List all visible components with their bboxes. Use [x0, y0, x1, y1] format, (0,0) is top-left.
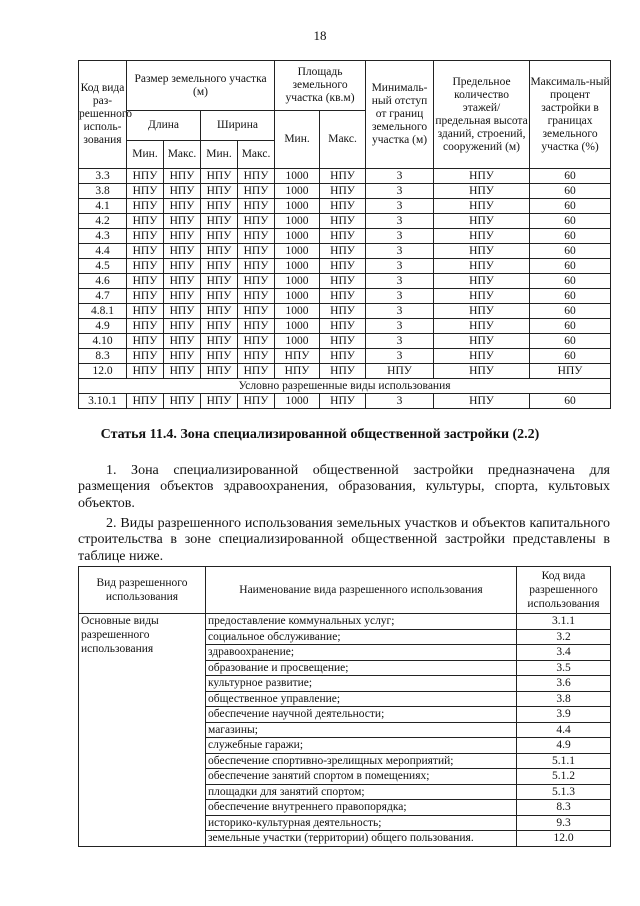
- table-cell: 1000: [275, 274, 320, 289]
- use-code: 3.4: [517, 645, 611, 661]
- table-cell: НПУ: [238, 199, 275, 214]
- table-cell: НПУ: [201, 394, 238, 409]
- table-cell: 60: [530, 394, 611, 409]
- table-row: [79, 184, 611, 199]
- zoning-parameters-table: [78, 60, 611, 409]
- use-code: 3.1.1: [517, 614, 611, 630]
- table-row: [79, 229, 611, 244]
- table-cell: НПУ: [127, 334, 164, 349]
- table-cell: НПУ: [201, 274, 238, 289]
- article-title: Статья 11.4. Зона специализированной общественной застройки (2.2): [100, 427, 540, 442]
- header-area-min: Мин.: [275, 111, 320, 169]
- header-plot-size: Размер земельного участка (м): [127, 61, 275, 111]
- paragraph-2-text: 2. Виды разрешенного использования земельных участков и объектов капитального строительства в зоне специализированной общественной застройки представлены в таблице ниже.: [78, 516, 610, 564]
- table-row: [79, 334, 611, 349]
- table-cell: НПУ: [366, 364, 434, 379]
- table-cell: 4.6: [79, 274, 127, 289]
- use-name: предоставление коммунальных услуг;: [206, 614, 517, 630]
- header-length-max: Макс.: [164, 141, 201, 169]
- table-cell: НПУ: [164, 199, 201, 214]
- table-cell: НПУ: [434, 169, 530, 184]
- table-cell: НПУ: [434, 244, 530, 259]
- table-cell: 3: [366, 214, 434, 229]
- table-cell: НПУ: [201, 244, 238, 259]
- table-cell: НПУ: [434, 259, 530, 274]
- table-cell: НПУ: [127, 304, 164, 319]
- use-code: 5.1.3: [517, 784, 611, 800]
- table-cell: 60: [530, 199, 611, 214]
- table-cell: 1000: [275, 259, 320, 274]
- table-cell: НПУ: [201, 199, 238, 214]
- table-cell: НПУ: [164, 364, 201, 379]
- header-setback: Минималь-ный отступ от границ земельного участка (м): [366, 61, 434, 169]
- table-cell: 3: [366, 229, 434, 244]
- table-cell: НПУ: [320, 169, 366, 184]
- use-code: 12.0: [517, 831, 611, 847]
- table-row: [79, 349, 611, 364]
- table-cell: НПУ: [434, 334, 530, 349]
- use-code: 3.5: [517, 660, 611, 676]
- table-cell: НПУ: [127, 259, 164, 274]
- paragraph-2: [78, 516, 610, 565]
- header-floors: Предельное количество этажей/ предельная высота зданий, строений, сооружений (м): [434, 61, 530, 169]
- table-cell: НПУ: [238, 349, 275, 364]
- table-cell: 1000: [275, 304, 320, 319]
- table-cell: НПУ: [127, 229, 164, 244]
- table-cell: НПУ: [127, 244, 164, 259]
- use-name: обеспечение занятий спортом в помещениях;: [206, 769, 517, 785]
- table-cell: 1000: [275, 214, 320, 229]
- table-cell: НПУ: [320, 394, 366, 409]
- table-cell: НПУ: [238, 364, 275, 379]
- table-cell: НПУ: [164, 394, 201, 409]
- table-cell: НПУ: [238, 214, 275, 229]
- table-cell: 60: [530, 214, 611, 229]
- use-name: служебные гаражи;: [206, 738, 517, 754]
- table-row: [79, 304, 611, 319]
- table-cell: НПУ: [201, 349, 238, 364]
- table-cell: 1000: [275, 334, 320, 349]
- table-row: [79, 199, 611, 214]
- table-cell: НПУ: [434, 289, 530, 304]
- table-cell: 3.3: [79, 169, 127, 184]
- table-cell: 4.1: [79, 199, 127, 214]
- table-cell: НПУ: [127, 349, 164, 364]
- table-cell: НПУ: [164, 259, 201, 274]
- table-cell: 1000: [275, 289, 320, 304]
- table-cell: НПУ: [275, 364, 320, 379]
- paragraph-1-text: 1. Зона специализированной общественной застройки предназначена для размещения объектов здравоохранения, образования, культуры, спорта, культовых объектов.: [78, 463, 610, 511]
- table-cell: НПУ: [127, 394, 164, 409]
- table-cell: НПУ: [320, 289, 366, 304]
- use-name: общественное управление;: [206, 691, 517, 707]
- table-cell: 3: [366, 184, 434, 199]
- header-code: Код вида раз-решенного исполь-зования: [79, 61, 127, 169]
- table-cell: 4.7: [79, 289, 127, 304]
- conditional-uses-label: Условно разрешенные виды использования: [79, 379, 611, 394]
- table-cell: НПУ: [434, 364, 530, 379]
- table-cell: НПУ: [201, 259, 238, 274]
- table-cell: НПУ: [320, 259, 366, 274]
- table-cell: НПУ: [127, 199, 164, 214]
- header-area: Площадь земельного участка (кв.м): [275, 61, 366, 111]
- table-cell: 60: [530, 274, 611, 289]
- table-cell: 1000: [275, 184, 320, 199]
- header-length-min: Мин.: [127, 141, 164, 169]
- page-number: 18: [313, 28, 327, 43]
- table-cell: 1000: [275, 229, 320, 244]
- table-cell: НПУ: [320, 349, 366, 364]
- table-cell: НПУ: [201, 364, 238, 379]
- table-cell: НПУ: [434, 199, 530, 214]
- table-row: [79, 169, 611, 184]
- use-name: образование и просвещение;: [206, 660, 517, 676]
- table-cell: 60: [530, 229, 611, 244]
- table-cell: НПУ: [164, 349, 201, 364]
- use-row: [79, 614, 611, 630]
- table-cell: НПУ: [320, 319, 366, 334]
- table-row: [79, 244, 611, 259]
- table-cell: 3.8: [79, 184, 127, 199]
- table-row: [79, 214, 611, 229]
- table-cell: 3: [366, 319, 434, 334]
- table-cell: НПУ: [201, 184, 238, 199]
- use-code: 3.8: [517, 691, 611, 707]
- table-cell: 12.0: [79, 364, 127, 379]
- table-cell: 3: [366, 274, 434, 289]
- table-cell: 4.9: [79, 319, 127, 334]
- table-cell: НПУ: [164, 214, 201, 229]
- table-cell: НПУ: [434, 274, 530, 289]
- table-cell: НПУ: [164, 244, 201, 259]
- table-cell: НПУ: [238, 184, 275, 199]
- use-name: обеспечение спортивно-зрелищных мероприятий;: [206, 753, 517, 769]
- use-name: обеспечение научной деятельности;: [206, 707, 517, 723]
- table-cell: НПУ: [434, 349, 530, 364]
- conditional-table-row: [79, 394, 611, 409]
- table-cell: 4.3: [79, 229, 127, 244]
- permitted-uses-table: [78, 566, 611, 847]
- table-cell: НПУ: [434, 184, 530, 199]
- table-cell: НПУ: [127, 214, 164, 229]
- table-cell: НПУ: [320, 199, 366, 214]
- table-cell: 4.4: [79, 244, 127, 259]
- use-name: культурное развитие;: [206, 676, 517, 692]
- table-cell: НПУ: [238, 244, 275, 259]
- table-cell: НПУ: [434, 214, 530, 229]
- table-cell: 60: [530, 319, 611, 334]
- table-cell: НПУ: [127, 184, 164, 199]
- use-code: 4.9: [517, 738, 611, 754]
- use-code: 4.4: [517, 722, 611, 738]
- paragraph-1: [78, 463, 610, 512]
- table-cell: 1000: [275, 244, 320, 259]
- header-use-code: Код вида разрешенного использования: [517, 567, 611, 614]
- table-cell: НПУ: [127, 319, 164, 334]
- table-cell: НПУ: [164, 304, 201, 319]
- table-row: [79, 364, 611, 379]
- table-cell: НПУ: [238, 319, 275, 334]
- table-cell: НПУ: [164, 319, 201, 334]
- table-cell: 60: [530, 349, 611, 364]
- use-code: 9.3: [517, 815, 611, 831]
- table-cell: НПУ: [201, 334, 238, 349]
- use-name: обеспечение внутреннего правопорядка;: [206, 800, 517, 816]
- table-cell: 60: [530, 184, 611, 199]
- table-cell: НПУ: [320, 304, 366, 319]
- table-cell: НПУ: [164, 274, 201, 289]
- header-length: Длина: [127, 111, 201, 141]
- table-cell: НПУ: [320, 214, 366, 229]
- table-cell: НПУ: [201, 229, 238, 244]
- table-cell: 3: [366, 289, 434, 304]
- header-coverage: Максималь-ный процент застройки в границах земельного участка (%): [530, 61, 611, 169]
- table-cell: НПУ: [434, 229, 530, 244]
- use-code: 3.6: [517, 676, 611, 692]
- table-cell: 3: [366, 394, 434, 409]
- use-category: Основные виды разрешенного использования: [79, 614, 206, 847]
- table-cell: 1000: [275, 394, 320, 409]
- table-cell: 3: [366, 334, 434, 349]
- use-name: площадки для занятий спортом;: [206, 784, 517, 800]
- table-cell: 3: [366, 169, 434, 184]
- table-cell: НПУ: [530, 364, 611, 379]
- table-cell: НПУ: [127, 289, 164, 304]
- table-cell: НПУ: [434, 319, 530, 334]
- table-cell: НПУ: [164, 334, 201, 349]
- table-cell: НПУ: [201, 304, 238, 319]
- table-cell: НПУ: [238, 274, 275, 289]
- table-cell: 60: [530, 244, 611, 259]
- table-cell: НПУ: [320, 184, 366, 199]
- table-cell: 3: [366, 199, 434, 214]
- use-code: 8.3: [517, 800, 611, 816]
- table-cell: НПУ: [320, 244, 366, 259]
- use-name: историко-культурная деятельность;: [206, 815, 517, 831]
- table-cell: 60: [530, 334, 611, 349]
- table-cell: НПУ: [320, 229, 366, 244]
- use-code: 3.2: [517, 629, 611, 645]
- table-cell: 4.2: [79, 214, 127, 229]
- table-cell: НПУ: [320, 364, 366, 379]
- table-cell: 60: [530, 259, 611, 274]
- header-width: Ширина: [201, 111, 275, 141]
- table-cell: НПУ: [320, 274, 366, 289]
- use-code: 3.9: [517, 707, 611, 723]
- header-use-type: Вид разрешенного использования: [79, 567, 206, 614]
- table-cell: НПУ: [127, 364, 164, 379]
- use-name: здравоохранение;: [206, 645, 517, 661]
- table-cell: НПУ: [164, 289, 201, 304]
- use-name: земельные участки (территории) общего пользования.: [206, 831, 517, 847]
- table-cell: 3: [366, 244, 434, 259]
- table-cell: 3: [366, 259, 434, 274]
- table-cell: НПУ: [320, 334, 366, 349]
- use-code: 5.1.2: [517, 769, 611, 785]
- table-cell: НПУ: [127, 169, 164, 184]
- table-cell: 8.3: [79, 349, 127, 364]
- table-cell: 60: [530, 304, 611, 319]
- table-cell: НПУ: [201, 289, 238, 304]
- table-cell: 60: [530, 169, 611, 184]
- table-cell: НПУ: [238, 229, 275, 244]
- table-cell: НПУ: [238, 304, 275, 319]
- table-cell: 1000: [275, 199, 320, 214]
- table-cell: НПУ: [238, 394, 275, 409]
- table-cell: НПУ: [164, 169, 201, 184]
- table-cell: НПУ: [238, 259, 275, 274]
- use-name: магазины;: [206, 722, 517, 738]
- header-use-name: Наименование вида разрешенного использования: [206, 567, 517, 614]
- table-cell: НПУ: [164, 184, 201, 199]
- table-cell: 60: [530, 289, 611, 304]
- table-cell: НПУ: [275, 349, 320, 364]
- table-cell: 3.10.1: [79, 394, 127, 409]
- table-cell: НПУ: [238, 169, 275, 184]
- header-area-max: Макс.: [320, 111, 366, 169]
- header-width-max: Макс.: [238, 141, 275, 169]
- table-cell: 4.8.1: [79, 304, 127, 319]
- table-cell: 1000: [275, 169, 320, 184]
- use-code: 5.1.1: [517, 753, 611, 769]
- table-row: [79, 274, 611, 289]
- table-cell: НПУ: [127, 274, 164, 289]
- table-cell: НПУ: [238, 289, 275, 304]
- use-name: социальное обслуживание;: [206, 629, 517, 645]
- table-cell: 3: [366, 304, 434, 319]
- table-cell: НПУ: [238, 334, 275, 349]
- table-cell: НПУ: [201, 319, 238, 334]
- table-cell: НПУ: [201, 169, 238, 184]
- table-cell: 1000: [275, 319, 320, 334]
- table-cell: НПУ: [164, 229, 201, 244]
- table-row: [79, 259, 611, 274]
- table-cell: 3: [366, 349, 434, 364]
- table-cell: НПУ: [434, 394, 530, 409]
- table-cell: 4.10: [79, 334, 127, 349]
- table-row: [79, 319, 611, 334]
- table-cell: НПУ: [201, 214, 238, 229]
- header-width-min: Мин.: [201, 141, 238, 169]
- table-cell: 4.5: [79, 259, 127, 274]
- table-cell: НПУ: [434, 304, 530, 319]
- table-row: [79, 289, 611, 304]
